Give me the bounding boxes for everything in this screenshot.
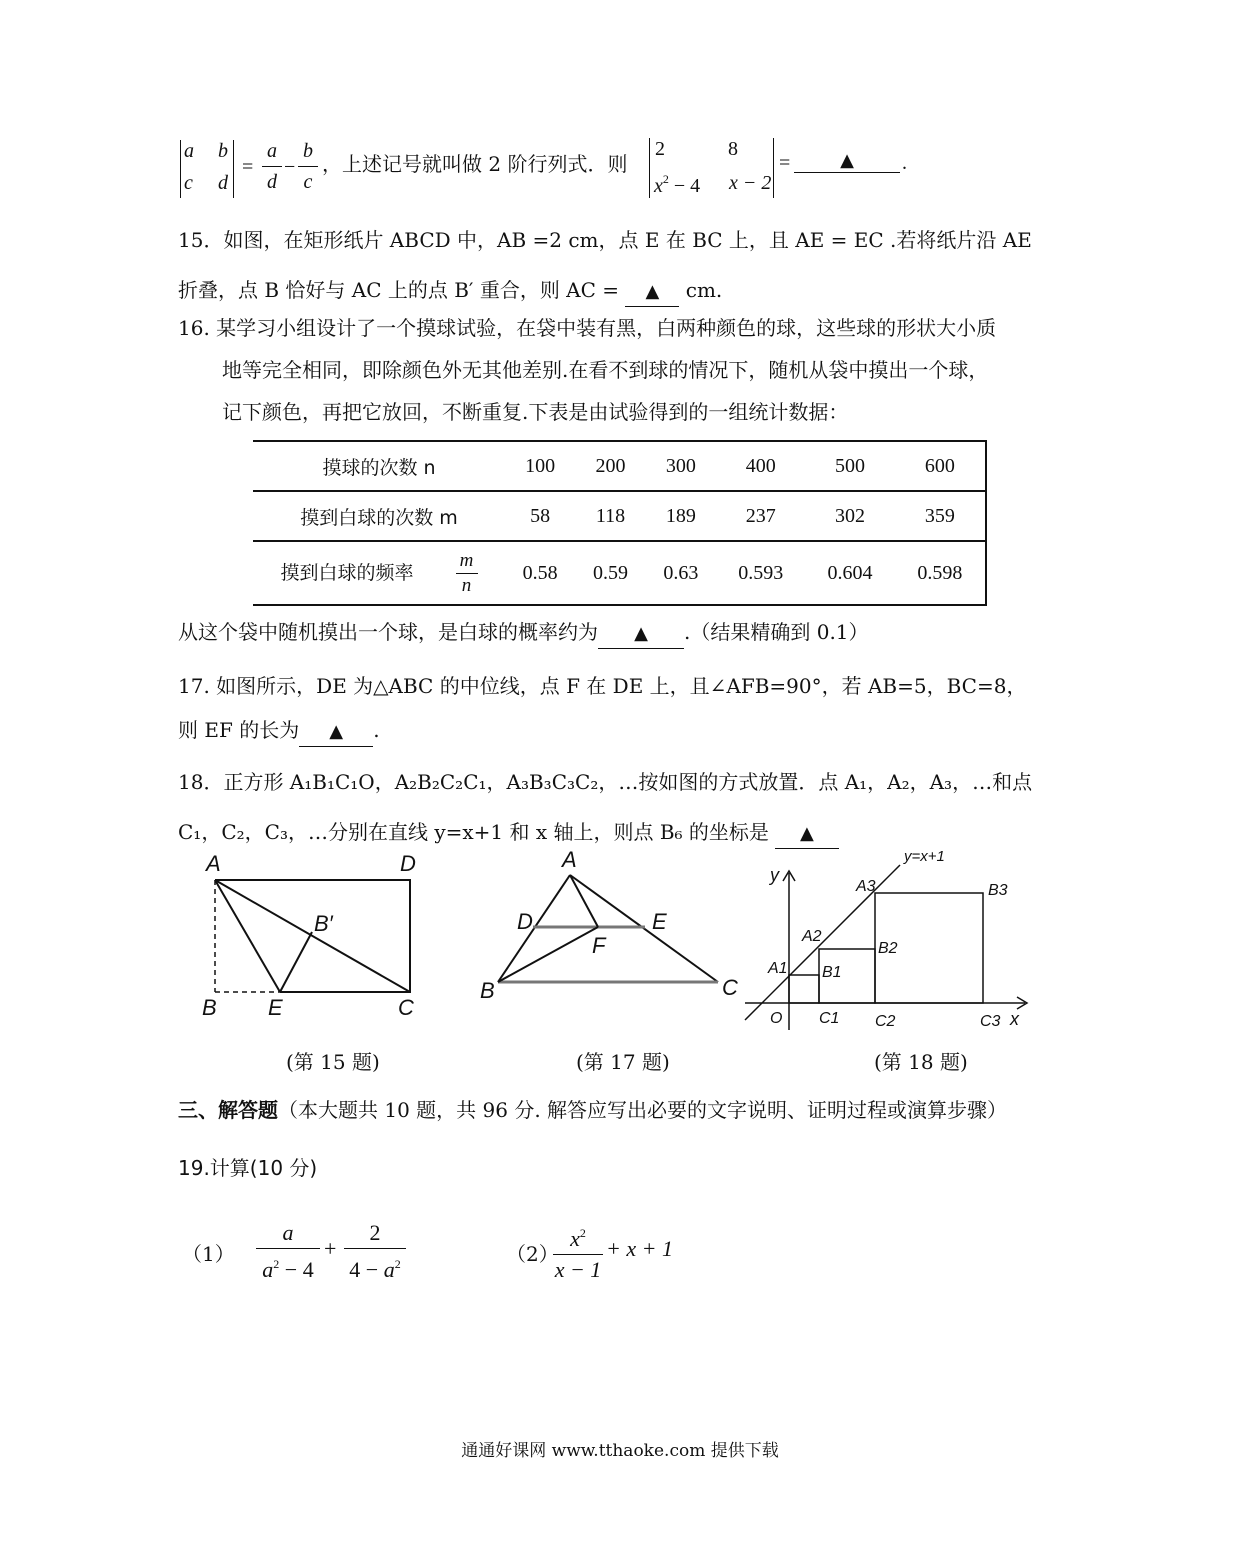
q16-line2: 地等完全相同，即除颜色外无其他差别.在看不到球的情况下，随机从袋中摸出一个球， (222, 358, 989, 382)
label-A: A (206, 851, 221, 876)
table-cell: 0.593 (716, 541, 805, 605)
caption-fig15: (第 15 题) (286, 1050, 380, 1074)
stats-table (253, 440, 987, 606)
label-C3: C3 (980, 1013, 1001, 1030)
table-cell: 0.63 (646, 541, 716, 605)
q17-line2: 则 EF 的长为 ▲ . (178, 716, 380, 747)
label-A: A (562, 847, 577, 872)
label-A1: A1 (768, 960, 788, 977)
q15-line2: 折叠，点 B 恰好与 AC 上的点 B′ 重合，则 AC = ▲ cm. (178, 276, 722, 307)
q19-title: 19.计算(10 分) (178, 1156, 318, 1180)
section-title: 三、解答题 (178, 1098, 278, 1122)
table-cell: 0.598 (895, 541, 986, 605)
answer-blank-15[interactable]: ▲ (625, 278, 679, 307)
label-D: D (400, 851, 416, 876)
fraction-3: $x^2$ x − 1 (554, 1226, 602, 1282)
q14-text: ，上述记号就叫做 2 阶行列式．则 (322, 152, 628, 176)
table-cell: 118 (575, 491, 645, 541)
det2-m21: $x^2 - 4$ (654, 172, 701, 197)
label-A3: A3 (856, 878, 876, 895)
plus-sign: + (324, 1236, 337, 1261)
det2-m22: x − 2 (729, 172, 772, 194)
answer-blank-18[interactable]: ▲ (775, 820, 839, 849)
table-cell: 237 (716, 491, 805, 541)
figure-15 (215, 880, 410, 992)
det-right-bar (233, 140, 234, 198)
line-label: y=x+1 (904, 848, 945, 865)
det2-m11: 2 (655, 138, 665, 160)
answer-blank-16[interactable]: ▲ (598, 620, 684, 649)
table-cell: 58 (505, 491, 575, 541)
det-b: b (218, 140, 228, 162)
part-label: （1） (182, 1242, 235, 1266)
label-D: D (517, 909, 533, 934)
section-desc: （本大题共 10 题，共 96 分. 解答应写出必要的文字说明、证明过程或演算步骤） (278, 1098, 1008, 1122)
fraction-a-over-d: a d (262, 138, 282, 195)
footer: 通通好课网 www.tthaoke.com 提供下载 (461, 1441, 779, 1461)
label-y: y (770, 865, 779, 885)
det2-left-bar (649, 138, 650, 198)
table-cell: 359 (895, 491, 986, 541)
label-B-prime: B′ (314, 911, 333, 936)
det2-right-bar (773, 138, 774, 198)
q16-line1: 16. 某学习小组设计了一个摸球试验，在袋中装有黑，白两种颜色的球，这些球的形状大小质 (178, 316, 997, 340)
label-x: x (1010, 1009, 1019, 1029)
label-B3: B3 (988, 882, 1008, 899)
label-C: C (722, 975, 738, 1000)
table-cell: 189 (646, 491, 716, 541)
table-cell: 500 (805, 441, 894, 491)
answer-blank-14[interactable]: ▲ (794, 150, 900, 173)
caption-fig18: (第 18 题) (874, 1050, 968, 1074)
label-E: E (268, 995, 283, 1020)
label-B: B (480, 978, 495, 1003)
table-row (253, 491, 986, 541)
answer-blank-17[interactable]: ▲ (299, 718, 373, 747)
minus-sign: − (284, 156, 296, 178)
table-cell: 0.604 (805, 541, 894, 605)
eq-sign-2: = (779, 152, 791, 174)
fraction-m-over-n: $\frac{m}{n}$ (456, 549, 478, 598)
table-row (253, 441, 986, 491)
q15-line1: 15．如图，在矩形纸片 ABCD 中，AB =2 cm，点 E 在 BC 上，且 AE = EC .若将纸片沿 AE (178, 228, 1032, 252)
table-cell: 0.59 (575, 541, 645, 605)
table-cell: 302 (805, 491, 894, 541)
q14-end: . (902, 152, 907, 174)
fraction-2: 2 $4 - a^2$ (344, 1220, 406, 1283)
row-label: 摸到白球的频率 $\frac{m}{n}$ (253, 541, 505, 605)
row-label: 摸到白球的次数 m (253, 491, 505, 541)
table-cell: 600 (895, 441, 986, 491)
section3-heading-line (178, 1096, 1007, 1124)
label-O: O (770, 1010, 783, 1027)
fraction-1: a $a^2 - 4$ (256, 1220, 320, 1283)
label-B1: B1 (822, 964, 842, 981)
q17-line1: 17. 如图所示，DE 为△ABC 的中位线，点 F 在 DE 上，且∠AFB=90°，若 AB=5，BC=8， (178, 674, 1027, 698)
label-B2: B2 (878, 940, 898, 957)
det2-m12: 8 (728, 138, 738, 160)
q18-line1: 18．正方形 A₁B₁C₁O，A₂B₂C₂C₁，A₃B₃C₃C₂，…按如图的方式放置．点 A₁，A₂，A₃，…和点 (178, 770, 1033, 794)
fraction-b-over-c: b c (298, 138, 318, 195)
label-B: B (202, 995, 217, 1020)
label-E: E (652, 909, 667, 934)
table-cell: 300 (646, 441, 716, 491)
label-C: C (398, 995, 414, 1020)
det-left-bar (180, 140, 181, 198)
eq-sign: = (242, 156, 254, 178)
figures (0, 845, 1240, 1045)
det-d: d (218, 172, 228, 194)
det-c: c (184, 172, 193, 194)
label-C1: C1 (819, 1010, 840, 1027)
label-A2: A2 (802, 928, 822, 945)
det-a: a (184, 140, 194, 162)
table-cell: 100 (505, 441, 575, 491)
table-cell: 0.58 (505, 541, 575, 605)
row-label: 摸球的次数 n (253, 441, 505, 491)
table-cell: 400 (716, 441, 805, 491)
q16-line3: 记下颜色，再把它放回，不断重复.下表是由试验得到的一组统计数据： (222, 400, 849, 424)
label-F: F (592, 933, 606, 958)
label-C2: C2 (875, 1013, 896, 1030)
q16-answer-line: 从这个袋中随机摸出一个球，是白球的概率约为 ▲ .（结果精确到 0.1） (178, 618, 869, 649)
q18-line2: C₁，C₂，C₃，…分别在直线 y=x+1 和 x 轴上，则点 B₆ 的坐标是 ▲ (178, 818, 839, 849)
table-row (253, 541, 986, 605)
caption-fig17: (第 17 题) (576, 1050, 670, 1074)
part-label: （2） (506, 1242, 559, 1266)
expression-tail: + x + 1 (606, 1236, 673, 1261)
table-cell: 200 (575, 441, 645, 491)
